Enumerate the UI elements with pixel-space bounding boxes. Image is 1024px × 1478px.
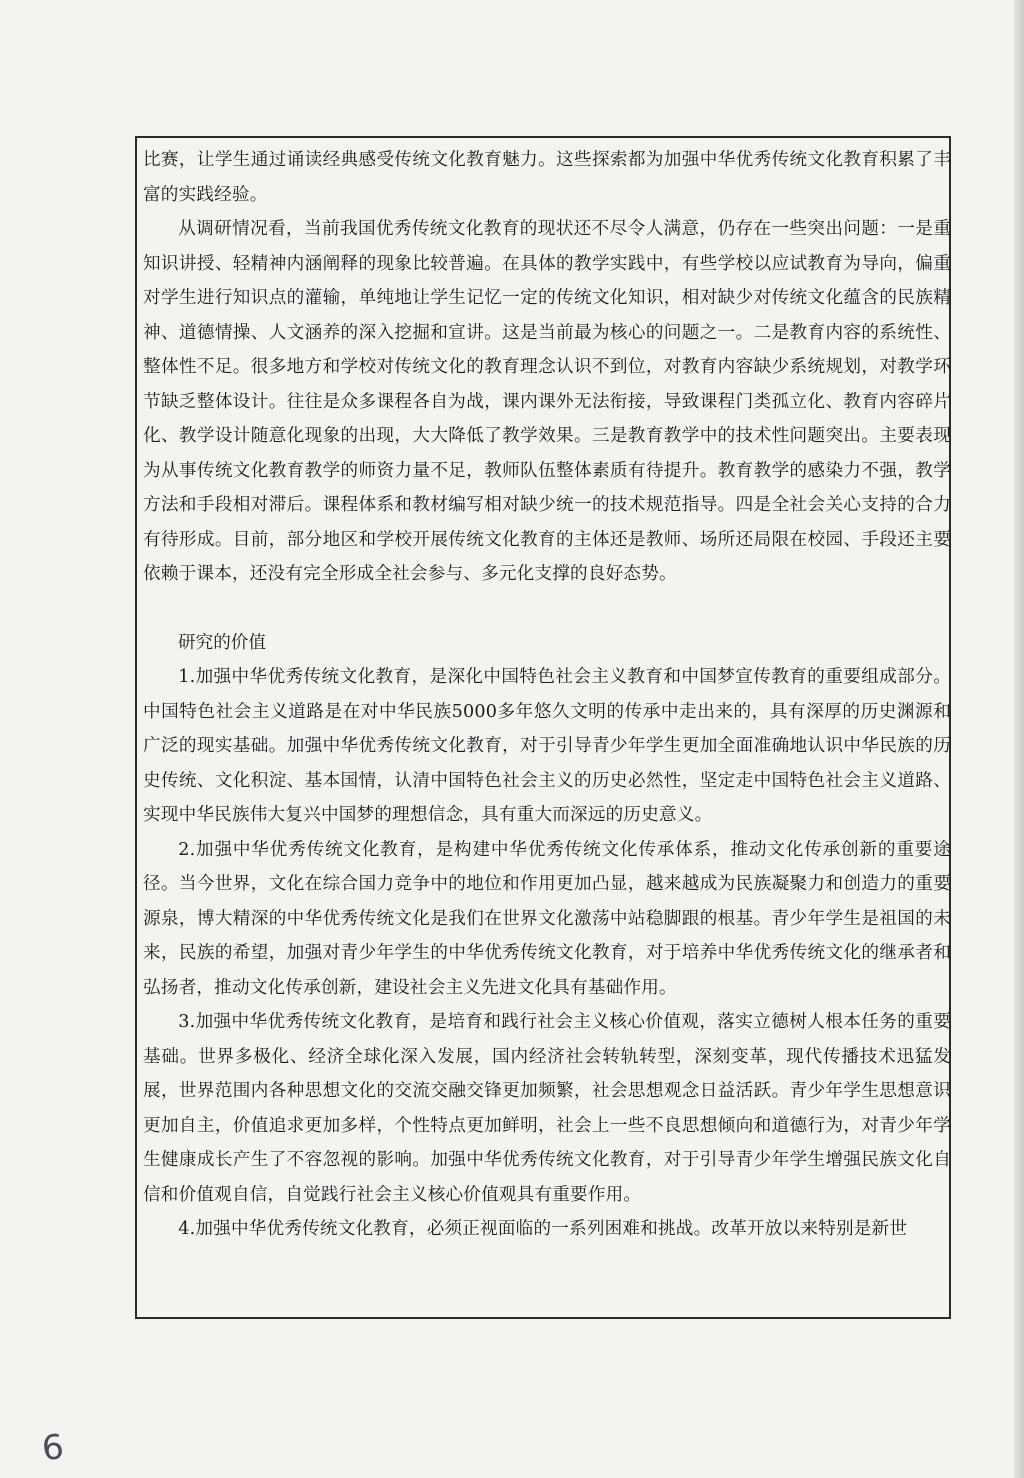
value-point-3: 3.加强中华优秀传统文化教育，是培育和践行社会主义核心价值观，落实立德树人根本任务的重要基础。世界多极化、经济全球化深入发展，国内经济社会转轨转型，深刻变革，现代传播技术迅猛发展，世界范围内各种思想文化的交流交融交锋更加频繁，社会思想观念日益活跃。青少年学生思想意识更加自主，价值追求更加多样，个性特点更加鲜明，社会上一些不良思想倾向和道德行为，对青少年学生健康成长产生了不容忽视的影响。加强中华优秀传统文化教育，对于引导青少年学生增强民族文化自信和价值观自信，自觉践行社会主义核心价值观具有重要作用。	[143, 1012, 951, 1205]
paper-edge	[1014, 0, 1024, 1478]
value-point-4: 4.加强中华优秀传统文化教育，必须正视面临的一系列困难和挑战。改革开放以来特别是新世	[178, 1219, 908, 1239]
section-gap	[143, 592, 951, 626]
section-heading: 研究的价值	[178, 632, 266, 653]
handwritten-page-number: 6	[39, 1426, 66, 1470]
value-point-1: 1.加强中华优秀传统文化教育，是深化中国特色社会主义教育和中国梦宣传教育的重要组成部分。中国特色社会主义道路是在对中华民族5000多年悠久文明的传承中走出来的，具有深厚的历史渊源和广泛的现实基础。加强中华优秀传统文化教育，对于引导青少年学生更加全面准确地认识中华民族的历史传统、文化积淀、基本国情，认清中国特色社会主义的历史必然性，坚定走中国特色社会主义道路、实现中华民族伟大复兴中国梦的理想信念，具有重大而深远的历史意义。	[143, 667, 951, 825]
intro-continuation-paragraph: 比赛，让学生通过诵读经典感受传统文化教育魅力。这些探索都为加强中华优秀传统文化教育积累了丰富的实践经验。	[143, 150, 951, 205]
problems-paragraph: 从调研情况看，当前我国优秀传统文化教育的现状还不尽令人满意，仍存在一些突出问题：一是重知识讲授、轻精神内涵阐释的现象比较普遍。在具体的教学实践中，有些学校以应试教育为导向，偏重对学生进行知识点的灌输，单纯地让学生记忆一定的传统文化知识，相对缺少对传统文化蕴含的民族精神、道德情操、人文涵养的深入挖掘和宣讲。这是当前最为核心的问题之一。二是教育内容的系统性、整体性不足。很多地方和学校对传统文化的教育理念认识不到位，对教育内容缺少系统规划，对教学环节缺乏整体设计。往往是众多课程各自为战，课内课外无法衔接，导致课程门类孤立化、教育内容碎片化、教学设计随意化现象的出现，大大降低了教学效果。三是教育教学中的技术性问题突出。主要表现为从事传统文化教育教学的师资力量不足，教师队伍整体素质有待提升。教育教学的感染力不强，教学方法和手段相对滞后。课程体系和教材编写相对缺少统一的技术规范指导。四是全社会关心支持的合力有待形成。目前，部分地区和学校开展传统文化教育的主体还是教师、场所还局限在校园、手段还主要依赖于课本，还没有完全形成全社会参与、多元化支撑的良好态势。	[143, 219, 951, 584]
document-body	[143, 143, 951, 1247]
value-point-2: 2.加强中华优秀传统文化教育，是构建中华优秀传统文化传承体系，推动文化传承创新的重要途径。当今世界，文化在综合国力竞争中的地位和作用更加凸显，越来越成为民族凝聚力和创造力的重要源泉，博大精深的中华优秀传统文化是我们在世界文化激荡中站稳脚跟的根基。青少年学生是祖国的未来，民族的希望，加强对青少年学生的中华优秀传统文化教育，对于培养中华优秀传统文化的继承者和弘扬者，推动文化传承创新，建设社会主义先进文化具有基础作用。	[143, 839, 951, 998]
